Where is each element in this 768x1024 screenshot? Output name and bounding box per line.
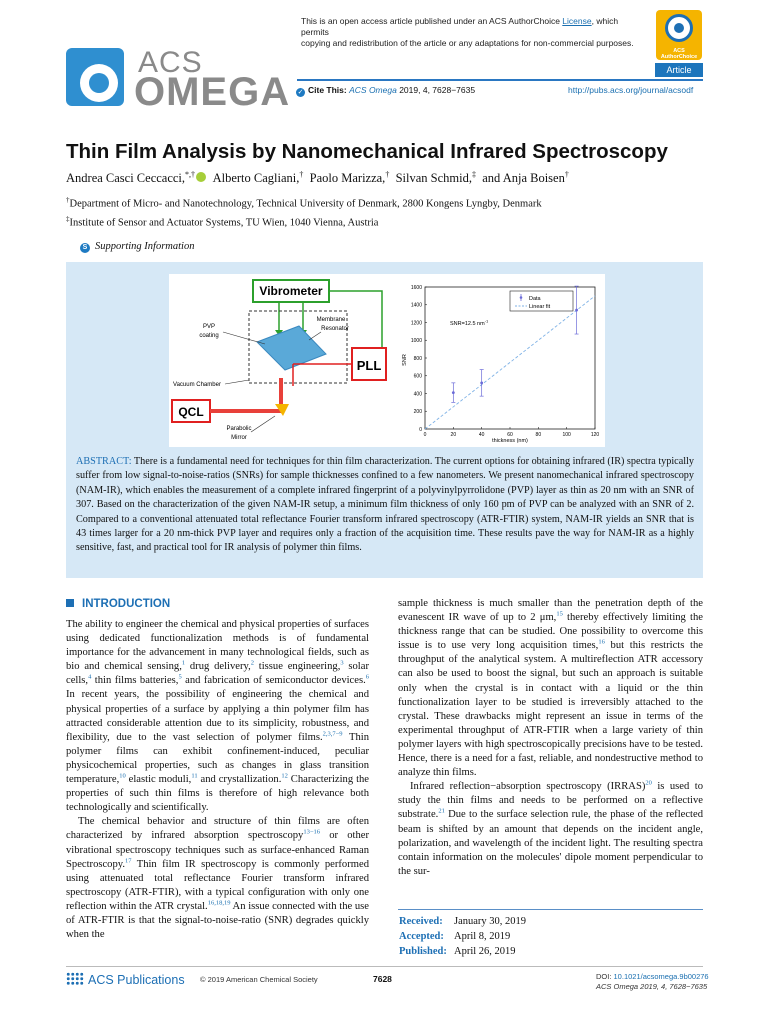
header-rule: [297, 79, 703, 81]
orcid-icon[interactable]: [196, 172, 206, 182]
oa-note-line2: copying and redistribution of the article or any adaptations for non-commercial purposes.: [301, 38, 634, 48]
y-tick-label: 200: [413, 409, 422, 416]
copyright: © 2019 American Chemical Society: [200, 975, 318, 984]
article-type-tag: Article: [655, 63, 703, 77]
linear-fit-line: [425, 296, 595, 429]
pvp-label-1: PVP: [202, 324, 216, 330]
chart-legend: [510, 291, 573, 311]
citation-ref-link[interactable]: 6: [365, 673, 369, 681]
oa-note-text-2: , which permits: [301, 16, 619, 37]
mirror-label-1: Parabolic: [226, 426, 252, 432]
author-mark: *,†: [185, 170, 196, 179]
snr-chart: [402, 285, 599, 444]
author-mark: †: [564, 170, 569, 179]
membrane-label-2: Resonator: [321, 326, 349, 332]
y-tick-label: 400: [413, 391, 422, 398]
author-mark: ‡: [471, 170, 476, 179]
chart-ylabel: SNR: [402, 354, 408, 366]
paragraph-text: elastic moduli,: [125, 774, 192, 786]
doi-block: [596, 972, 709, 992]
affiliation-1: [66, 196, 542, 210]
y-tick-label: 0: [419, 426, 422, 433]
intro-paragraph-2: [66, 815, 369, 942]
paragraph-text: but this restricts the throughput of the analytical system. A multireflection ATR accessory can also be used to boost the signal, but such an approach is suitable only when the crystal is in contact with a liquid or the thin functionalization layer to be studied is irreversibly attached to the crystal. These drawbacks might represent an issue in terms of the experimental throughput of ATR-FTIR when a large variety of thin polymer layers with high spectroscopically precisions have to be tested. Hence, there is a need for a fast, reliable, and nondestructive method to analyze thin films.: [398, 640, 703, 779]
y-tick-label: 1200: [410, 320, 422, 327]
paragraph-text: Thin film IR spectroscopy is commonly performed using attenuated total reflectance Fourier transform infrared spectroscopy (ATR-FTIR), with a typical configuration with only one reflection within the ATR crystal.: [66, 858, 369, 912]
authorchoice-icon: [665, 14, 693, 42]
cite-this[interactable]: [296, 85, 475, 97]
citation-ref-link[interactable]: 5: [178, 673, 182, 681]
paragraph-text: and fabrication of semiconductor devices.: [181, 675, 366, 687]
citation-ref-link[interactable]: 2: [250, 659, 254, 667]
legend-data: Data: [529, 296, 541, 302]
vacuum-label: Vacuum Chamber: [173, 382, 221, 388]
annotation-text: SNR=12.5 nm: [450, 321, 485, 327]
y-tick-label: 1400: [410, 302, 422, 309]
legend-fit: Linear fit: [529, 304, 551, 310]
data-point: [452, 391, 455, 394]
paragraph-text: thereby effectively limiting the thickness range that can be studied. One possibility to overcome this issue is to use very long acquisition times,: [398, 612, 703, 652]
oa-note-text: This is an open access article published under an ACS AuthorChoice: [301, 16, 563, 26]
date-label: Accepted:: [399, 931, 444, 942]
paragraph-text: thin films batteries,: [91, 675, 179, 687]
affiliation-mark: ‡: [66, 215, 70, 223]
paragraph-text: drug delivery,: [185, 661, 251, 673]
date-value: April 8, 2019: [454, 931, 511, 942]
mirror-label-2: Mirror: [231, 435, 247, 441]
cite-journal: ACS Omega: [349, 85, 397, 95]
citation-ref-link[interactable]: 11: [191, 772, 198, 780]
section-heading-text: INTRODUCTION: [82, 598, 171, 610]
pll-label: PLL: [356, 358, 382, 373]
page-number: 7628: [373, 974, 392, 984]
x-tick-label: 0: [423, 432, 427, 438]
publisher-name: ACS Publications: [88, 973, 185, 987]
author-name[interactable]: Silvan Schmid,: [395, 171, 472, 186]
footer-citation: ACS Omega 2019, 4, 7628−7635: [596, 982, 708, 991]
supporting-information-link[interactable]: [80, 241, 194, 253]
section-square-icon: [66, 599, 74, 607]
citation-ref-link[interactable]: 17: [125, 857, 132, 865]
authorchoice-badge[interactable]: [656, 10, 702, 60]
paragraph-text: Characterizing the properties of such thin films is therefore of high relevance both technologically and scientifically.: [66, 774, 370, 814]
abstract-label: ABSTRACT:: [76, 456, 132, 467]
paragraph-text: and crystallization.: [197, 774, 282, 786]
date-published: [399, 944, 526, 959]
x-tick-label: 100: [562, 432, 571, 438]
toc-graphic: [169, 274, 605, 447]
acs-dots-icon: [66, 972, 84, 986]
affiliation-mark: †: [66, 196, 70, 204]
x-tick-label: 40: [478, 432, 485, 438]
pvp-label-2: coating: [199, 333, 219, 339]
date-accepted: [399, 929, 526, 944]
toc-svg: [169, 274, 605, 447]
paragraph-text: sample thickness is much smaller than the penetration depth of the evanescent IR wave of up to 2 μm,: [398, 598, 703, 624]
intro-paragraph-3: [398, 597, 703, 780]
abstract: [76, 455, 694, 556]
citation-ref-link[interactable]: 10: [119, 772, 126, 780]
vibrometer-label: Vibrometer: [259, 284, 323, 298]
journal-url-link[interactable]: http://pubs.acs.org/journal/acsodf: [568, 85, 694, 95]
data-point: [480, 381, 483, 384]
x-tick-label: 120: [590, 432, 600, 438]
author-name[interactable]: Andrea Casci Ceccacci,: [66, 171, 186, 186]
intro-paragraph-1: [66, 618, 369, 815]
affiliation-text: Department of Micro- and Nanotechnology, Technical University of Denmark, 2800 Kongens Lyngby, Denmark: [69, 198, 542, 210]
citation-ref-link[interactable]: 2,3,7−9: [322, 730, 343, 738]
affiliation-2: [66, 215, 378, 229]
license-link[interactable]: License: [562, 16, 592, 26]
paragraph-text: solar cells,: [66, 661, 369, 687]
cite-details: 2019, 4, 7628−7635: [399, 85, 476, 95]
citation-ref-link[interactable]: 3: [340, 659, 344, 667]
citation-ref-link[interactable]: 16: [598, 638, 605, 646]
x-tick-label: 20: [450, 432, 457, 438]
date-value: April 26, 2019: [454, 946, 516, 957]
intro-paragraph-4: [398, 780, 703, 879]
y-tick-label: 1000: [410, 338, 422, 345]
section-heading-introduction: [66, 598, 170, 610]
acs-publications-logo[interactable]: [66, 972, 185, 987]
paragraph-text: Thin polymer films can exhibit confinement-induced, peculiar physicochemical properties, such as changes in glass transition temperature,: [66, 731, 369, 786]
logo-omega-text: OMEGA: [134, 70, 291, 114]
citation-ref-link[interactable]: 13−16: [303, 828, 321, 836]
abstract-text: There is a fundamental need for techniques for thin film characterization. The current options for obtaining infrared (IR) spectra typically suffer from low signal-to-noise-ratios (SNRs) for sample thicknesses confined to a few nanometers. We present nanomechanical infrared spectroscopy (NAM-IR), which enables the measurement of a complete infrared fingerprint of a polyvinylpyrrolidone (PVP) layer as thin as 20 nm with an SNR of 307. Based on the characterization of the given NAM-IR setup, a minimum film thickness of only 160 pm of PVP can be analyzed with an SNR of 2. Compared to a conventional attenuated total reflectance Fourier transform infrared spectroscopy (ATR-FTIR) system, NAM-IR yields an SNR that is 43 times larger for a 20 nm-thick PVP layer and requires only a fraction of the acquisition time. These results pave the way for NAM-IR as a highly sensitive, fast, and practical tool for IR analysis of polymer thin films.: [76, 456, 694, 554]
paragraph-text: An issue connected with the use of ATR-FTIR is that the signal-to-noise-ratio (SNR) degrades quickly when the: [66, 900, 370, 941]
supporting-info-label: Supporting Information: [95, 241, 195, 252]
supporting-info-icon: S: [80, 243, 90, 253]
author-mark: †: [385, 170, 390, 179]
cite-label: Cite This:: [308, 85, 347, 95]
paragraph-text: In recent years, the possibility of engineering the chemical and physical properties of a surface by applying a thin polymer film has attracted considerable attention due to its simplicity, robustness, and flexibility, due to the vast selection of polymer films.: [66, 689, 369, 743]
open-access-note: [301, 16, 641, 49]
column-right: [398, 597, 703, 879]
date-label: Published:: [399, 946, 447, 957]
dates-rule: [398, 909, 703, 910]
author-name[interactable]: Paolo Marizza,: [309, 171, 386, 186]
x-tick-label: 60: [507, 432, 513, 438]
footer-rule: [66, 966, 703, 967]
publication-dates: [399, 914, 526, 959]
y-tick-label: 1600: [410, 284, 422, 291]
citation-ref-link[interactable]: 16,18,19: [207, 899, 231, 907]
citation-ref-link[interactable]: 1: [181, 659, 186, 667]
logo-mark-icon: [66, 48, 124, 106]
cite-check-icon: ✓: [297, 89, 304, 96]
authorchoice-label: ACS AuthorChoice: [660, 48, 698, 60]
paragraph-text: is used to study the thin films and needs to be performed on a reflective substrate.: [398, 781, 704, 821]
doi-link[interactable]: 10.1021/acsomega.9b00276: [613, 972, 709, 981]
doi-label: DOI:: [596, 972, 614, 981]
citation-ref-link[interactable]: 15: [556, 610, 563, 618]
paragraph-text: tissue engineering,: [254, 661, 341, 673]
author-list: [66, 170, 716, 186]
paragraph-text: Due to the surface selection rule, the phase of the reflected beam is shifted by an amount that depends on the incident angle, polarization, and wavelength of the incident light. The resulting spectra contain information on the molecules' dipole moment perpendicular to the sur-: [398, 809, 703, 877]
journal-logo: [62, 42, 292, 112]
author-name[interactable]: and Anja Boisen: [482, 171, 565, 186]
y-tick-label: 800: [413, 355, 422, 362]
citation-ref-link[interactable]: 12: [281, 772, 288, 780]
data-point: [575, 309, 578, 312]
chart-annotation: [450, 319, 489, 328]
chart-xlabel: thickness (nm): [492, 438, 528, 444]
article-title: Thin Film Analysis by Nanomechanical Infrared Spectroscopy: [66, 140, 668, 163]
date-label: Received:: [399, 916, 443, 927]
y-tick-label: 600: [413, 373, 422, 380]
citation-ref-link[interactable]: 21: [438, 807, 445, 815]
paragraph-text: or other vibrational spectroscopy techniques such as surface-enhanced Raman Spectroscopy.: [66, 830, 369, 870]
date-value: January 30, 2019: [454, 916, 527, 927]
paragraph-text: The ability to engineer the chemical and physical properties of surfaces using dedicated functionalization methods is of fundamental importance for the advancement in many technological fields, such as bio and chemical sensing,: [66, 619, 369, 673]
author-name[interactable]: Alberto Cagliani,: [212, 171, 300, 186]
membrane-label-1: Membrane: [316, 317, 346, 323]
citation-ref-link[interactable]: 4: [88, 673, 92, 681]
citation-ref-link[interactable]: 20: [645, 779, 652, 787]
paragraph-text: Infrared reflection−absorption spectroscopy (IRRAS): [410, 781, 646, 793]
date-received: [399, 914, 526, 929]
column-left: [66, 618, 369, 942]
logo-acs-text: ACS: [138, 46, 203, 79]
author-mark: †: [299, 170, 304, 179]
qcl-label: QCL: [178, 405, 204, 419]
x-tick-label: 80: [535, 432, 542, 438]
paragraph-text: The chemical behavior and structure of thin films are often characterized by infrared absorption spectroscopy: [66, 816, 369, 842]
affiliation-text: Institute of Sensor and Actuator Systems, TU Wien, 1040 Vienna, Austria: [69, 217, 379, 229]
annotation-sup: -1: [484, 318, 489, 324]
